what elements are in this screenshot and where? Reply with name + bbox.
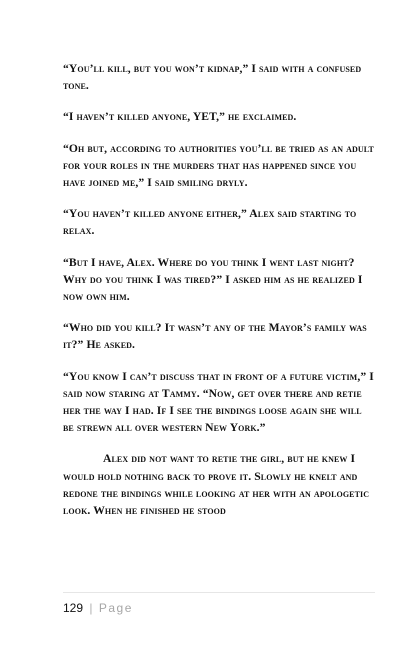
paragraph: “You know I can’t discuss that in front of a future victim,” I said now staring at Tammy. “Now, get over there and retie her the way I had. If I see the bindings loose again she will be strewn all over western New York.” <box>63 369 374 435</box>
page-number: 129 <box>63 601 84 615</box>
paragraph: Alex did not want to retie the girl, but he knew I would hold nothing back to prove it. Slowly he knelt and redone the bindings while looking at her with an apologetic look. When he finished he stood <box>63 452 370 518</box>
paragraph: “Oh but, according to authorities you’ll be tried as an adult for your roles in the murders that has happened since you have joined me,” I said smiling dryly. <box>63 141 374 190</box>
page-footer <box>63 592 375 615</box>
page-label: Page <box>98 601 133 615</box>
paragraph: “You haven’t killed anyone either,” Alex said starting to relax. <box>63 207 357 238</box>
paragraph: “But I have, Alex. Where do you think I went last night? Why do you think I was tired?” I asked him as he realized I now own him. <box>63 255 363 304</box>
footer-separator: | <box>89 601 93 615</box>
page-body-text <box>63 60 375 533</box>
paragraph: “You’ll kill, but you won’t kidnap,” I said with a confused tone. <box>63 62 362 93</box>
paragraph: “Who did you kill? It wasn’t any of the Mayor’s family was it?” He asked. <box>63 321 367 352</box>
paragraph: “I haven’t killed anyone, YET,” he exclaimed. <box>63 110 297 124</box>
